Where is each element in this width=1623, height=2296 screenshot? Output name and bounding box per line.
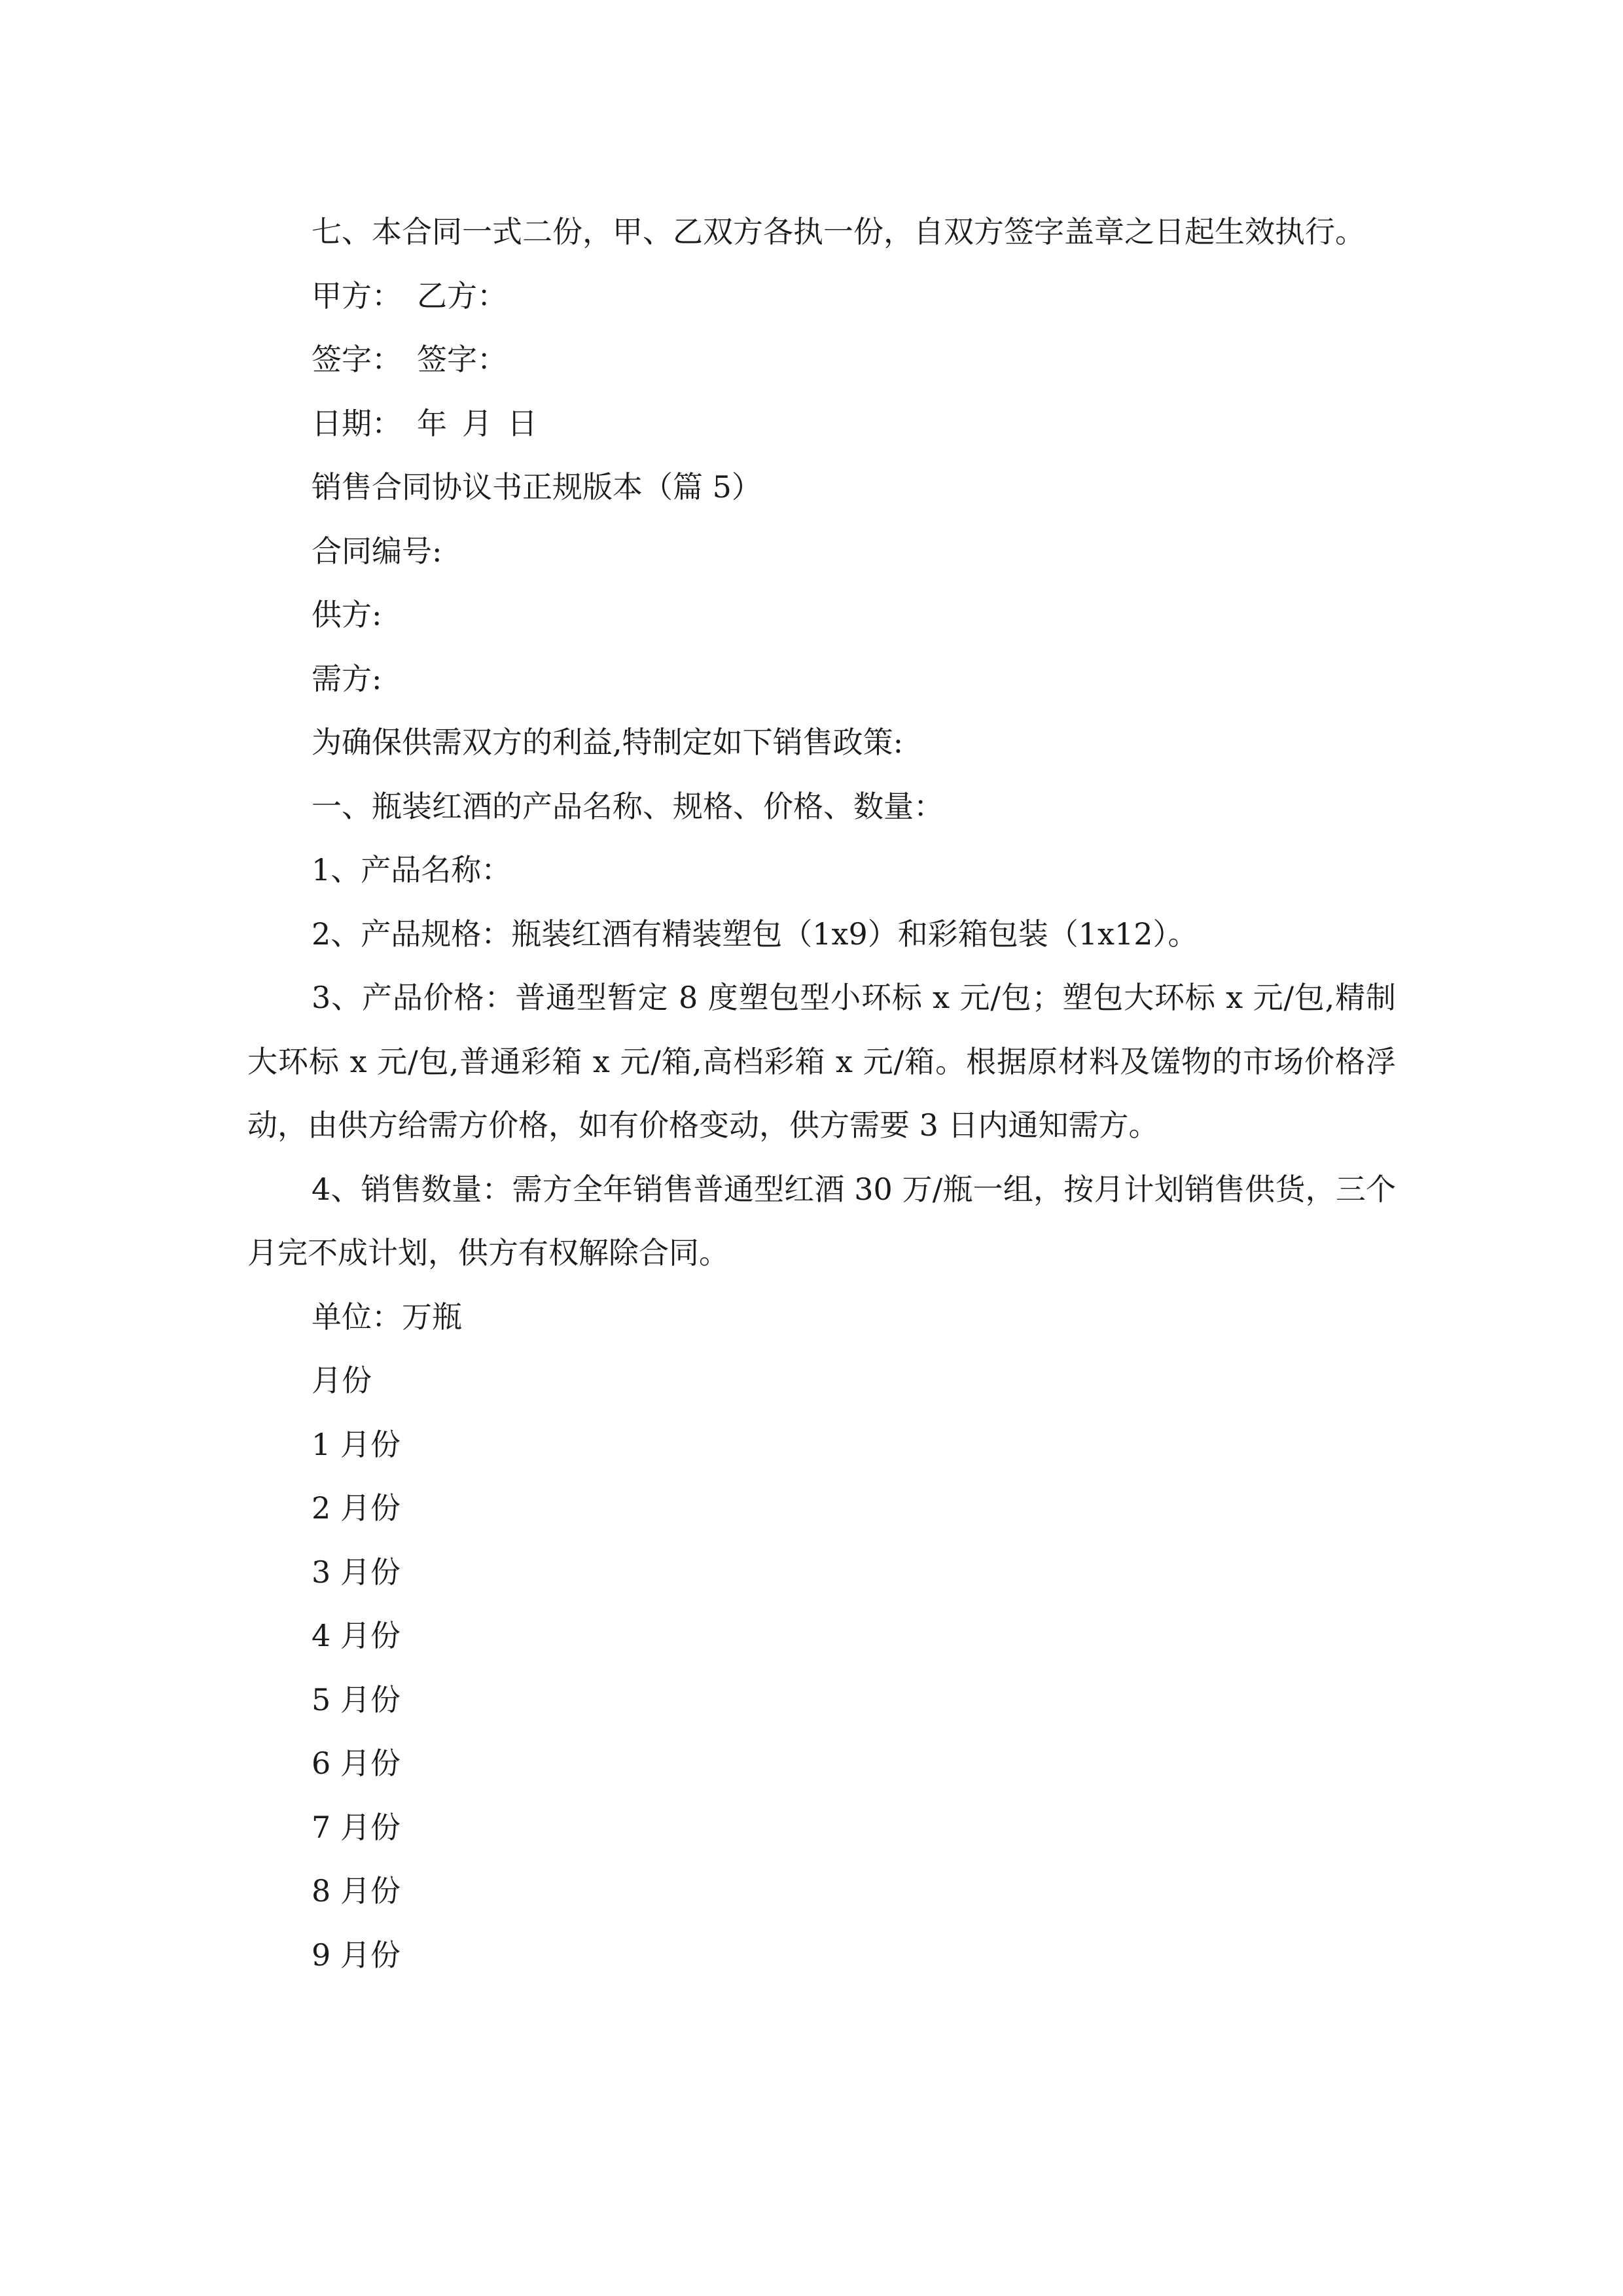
- month-row: 3 月份: [312, 1554, 401, 1590]
- month-row: 1 月份: [312, 1426, 401, 1462]
- clause-7-line-1: 七、本合同一式二份，甲、乙双方各执一份，自双方签字盖章之日起生效执: [312, 214, 1305, 249]
- clause-7-line-2: 行。: [1305, 214, 1365, 249]
- date-month: 月: [462, 405, 492, 441]
- contract-number-label: 合同编号:: [312, 533, 442, 569]
- month-header: 月份: [312, 1363, 372, 1398]
- date-label: 日期：: [312, 405, 402, 441]
- date-year: 年: [417, 405, 447, 441]
- supplier-label: 供方:: [312, 597, 382, 632]
- month-row: 5 月份: [312, 1681, 401, 1717]
- month-row: 9 月份: [312, 1937, 401, 1973]
- date-day: 日: [507, 405, 537, 441]
- month-row: 6 月份: [312, 1746, 401, 1781]
- document-body: [247, 200, 1396, 1987]
- month-row: 7 月份: [312, 1809, 401, 1845]
- unit-line: 单位：万瓶: [312, 1299, 462, 1335]
- item-sales-quantity: 4、销售数量：需方全年销售普通型红酒 30 万/瓶一组，按月计划销售供货，三个月完不成计划，供方有权解除合同。: [247, 1171, 1396, 1270]
- month-row: 8 月份: [312, 1873, 401, 1909]
- item-product-spec: 2、产品规格：瓶装红酒有精装塑包（1x9）和彩箱包装（1x12）。: [312, 916, 1198, 952]
- section-title: 销售合同协议书正规版本（篇 5）: [312, 469, 762, 505]
- signature-line: [247, 328, 1396, 392]
- month-row: 4 月份: [312, 1618, 401, 1653]
- party-b-label: 乙方：: [417, 278, 507, 314]
- heading-product-info: 一、瓶装红酒的产品名称、规格、价格、数量：: [312, 788, 944, 824]
- sign-a-label: 签字：: [312, 342, 402, 377]
- intro-paragraph: 为确保供需双方的利益,特制定如下销售政策:: [312, 725, 904, 760]
- sign-b-label: 签字：: [417, 342, 507, 377]
- item-product-price: 3、产品价格：普通型暂定 8 度塑包型小环标 x 元/包；塑包大环标 x 元/包,精制大环标 x 元/包,普通彩箱 x 元/箱,高档彩箱 x 元/箱。根据原材料及馐物的市场价格浮动，由供方给需方价格，如有价格变动，供方需要 3 日内通知需方。: [247, 980, 1396, 1143]
- clause-7: [247, 200, 1396, 264]
- party-line: [247, 264, 1396, 329]
- item-product-name: 1、产品名称：: [312, 852, 512, 888]
- party-a-label: 甲方：: [312, 278, 402, 314]
- date-line: [247, 392, 1396, 456]
- buyer-label: 需方:: [312, 660, 382, 696]
- month-row: 2 月份: [312, 1490, 401, 1526]
